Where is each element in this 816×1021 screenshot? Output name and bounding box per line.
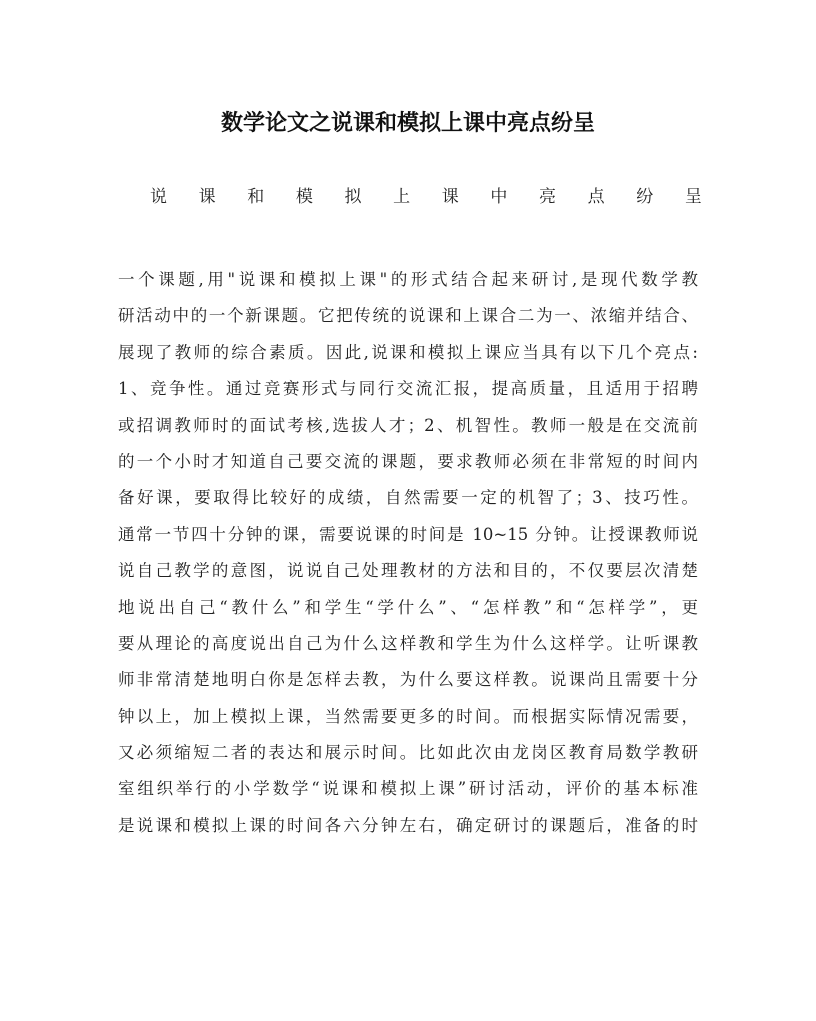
body-line: 一个课题,用"说课和模拟上课"的形式结合起来研讨,是现代数学教 [118, 270, 698, 289]
body-line: 1、竞争性。通过竞赛形式与同行交流汇报，提高质量，且适用于招聘 [118, 379, 698, 399]
body-line: 是说课和模拟上课的时间各六分钟左右，确定研讨的课题后，准备的时 [118, 815, 698, 835]
spaced-subtitle [150, 182, 702, 212]
subtitle-char: 课 [198, 187, 216, 207]
body-line: 展现了教师的综合素质。因此,说课和模拟上课应当具有以下几个亮点: [118, 342, 698, 362]
subtitle-char: 模 [295, 187, 313, 207]
body-line: 说自己教学的意图，说说自己处理教材的方法和目的，不仅要层次清楚 [118, 561, 698, 581]
body-line: 的一个小时才知道自己要交流的课题，要求教师必须在非常短的时间内 [118, 451, 698, 471]
subtitle-char: 呈 [684, 187, 702, 207]
body-line: 或招调教师时的面试考核,选拔人才；2、机智性。教师一般是在交流前 [118, 415, 698, 435]
subtitle-char: 上 [393, 187, 411, 207]
subtitle-char: 课 [441, 187, 459, 207]
document-title: 数学论文之说课和模拟上课中亮点纷呈 [220, 110, 595, 136]
body-line: 研活动中的一个新课题。它把传统的说课和上课合二为一、浓缩并结合、 [118, 306, 698, 326]
body-line: 又必须缩短二者的表达和展示时间。比如此次由龙岗区教育局数学教研 [118, 743, 698, 763]
subtitle-char: 说 [150, 187, 167, 207]
body-paragraph [118, 262, 698, 844]
body-line: 备好课，要取得比较好的成绩，自然需要一定的机智了；3、技巧性。 [118, 488, 698, 508]
subtitle-char: 拟 [344, 187, 362, 207]
subtitle-char: 纷 [636, 187, 654, 207]
subtitle-char: 和 [247, 187, 265, 207]
body-line: 要从理论的高度说出自己为什么这样教和学生为什么这样学。让听课教 [118, 633, 698, 653]
subtitle-char: 点 [587, 187, 605, 207]
body-line: 室组织举行的小学数学“说课和模拟上课”研讨活动，评价的基本标准 [118, 779, 698, 799]
body-line: 师非常清楚地明白你是怎样去教，为什么要这样教。说课尚且需要十分 [118, 670, 698, 690]
body-line: 通常一节四十分钟的课，需要说课的时间是 10~15 分钟。让授课教师说 [118, 524, 698, 544]
body-line: 地说出自己“教什么”和学生“学什么”、“怎样教”和“怎样学”，更 [118, 597, 698, 617]
body-line: 钟以上，加上模拟上课，当然需要更多的时间。而根据实际情况需要， [118, 706, 698, 726]
subtitle-char: 亮 [539, 187, 556, 207]
subtitle-char: 中 [490, 187, 508, 207]
